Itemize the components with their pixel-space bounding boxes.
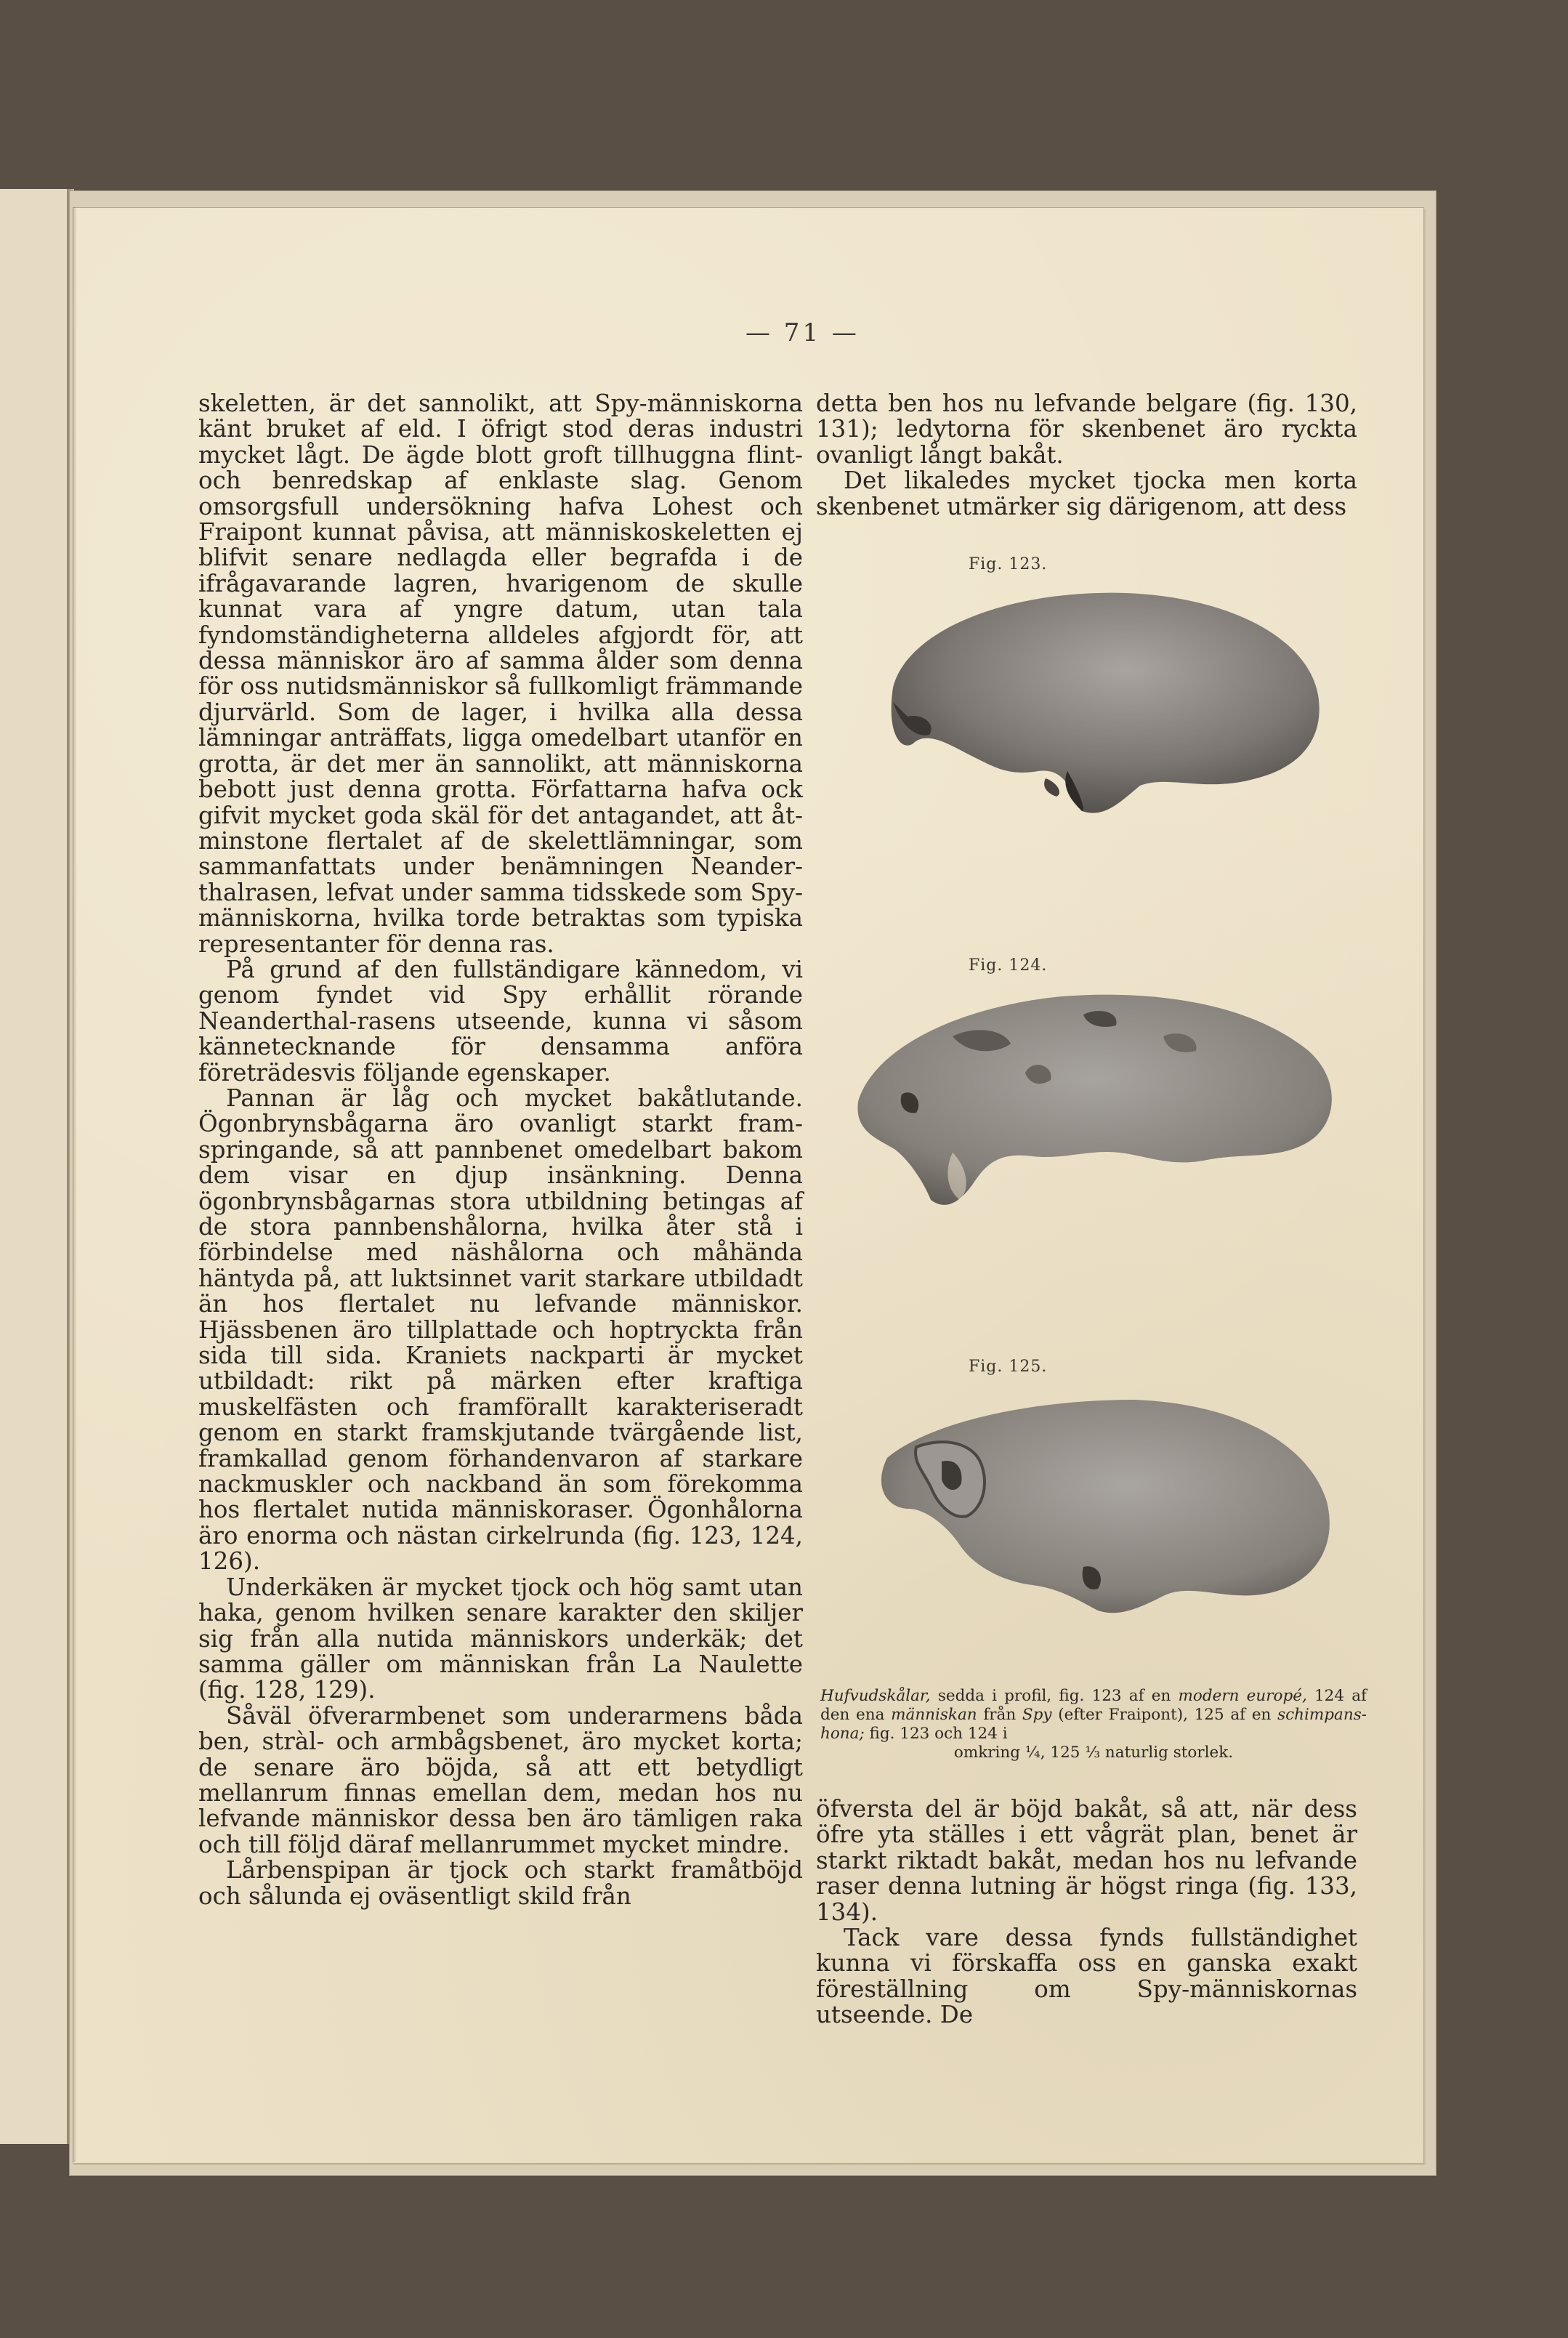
- caption-lead: Hufvudskålar,: [820, 1687, 931, 1705]
- figure-125-label: Fig. 125.: [969, 1358, 1048, 1376]
- caption-part: (efter Fraipont), 125 af en: [1051, 1706, 1278, 1724]
- facing-page: [0, 189, 70, 2144]
- figure-123-label: Fig. 123.: [969, 555, 1048, 573]
- skull-chimpanzee-illustration: [844, 1385, 1352, 1625]
- caption-part: från: [977, 1706, 1022, 1724]
- right-text-column-bottom: [816, 1797, 1357, 2028]
- right-text-column-top: [816, 391, 1357, 520]
- caption-last-line: omkring ¼, 125 ⅓ naturlig storlek.: [953, 1744, 1234, 1762]
- skull-spy-human-illustration: [844, 985, 1345, 1211]
- paragraph: Tack vare dessa fynds fullständighet kunna vi förskaffa oss en ganska exakt föreställning om Spy-människornas utseende. De: [816, 1924, 1357, 2029]
- caption-italic: modern europé,: [1178, 1687, 1307, 1705]
- paragraph: skeletten, är det sannolikt, att Spy-människorna känt bruket af eld. I öfrigt stod deras industri mycket lågt. De ägde blott groft tillhuggna flint- och benredskap af enklaste slag. Genom omsorgsfull undersökning hafva Lohest och Fraipont kunnat påvisa, att människoskeletten ej blifvit senare nedlagda eller begrafda i de ifrågavarande lagren, hvarigenom de skulle kunnat vara af yngre datum, utan tala fyndomständigheterna alldeles afgjordt för, att dessa människor äro af samma ålder som denna för oss nutidsmänniskor så fullkomligt främmande djurvärld. Som de lager, i hvilka alla dessa lämningar anträffats, ligga omedelbart utanför en grotta, är det mer än sannolikt, att människorna bebott just denna grotta. Författarna hafva ock gifvit mycket goda skäl för det antagandet, att åtminstone flertalet af de skelettlämningar, som sammanfattats under benämningen Neanderthalrasen, lefvat under samma tidsskede som Spy-människorna, hvilka torde betraktas som typiska representanter för denna ras.: [198, 390, 803, 958]
- paragraph: detta ben hos nu lefvande belgare (fig. 130, 131); ledytorna för skenbenet äro ryckta ovanligt långt bakåt.: [816, 390, 1357, 469]
- paragraph: Lårbenspipan är tjock och starkt framåtböjd och sålunda ej oväsentligt skild från: [198, 1856, 803, 1910]
- paragraph: På grund af den fullständigare kännedom, vi genom fyndet vid Spy erhållit rörande Neanderthal-rasens utseende, kunna vi såsom kännetecknande för densamma anföra företrädesvis följande egenskaper.: [198, 955, 803, 1087]
- left-text-column: [198, 391, 803, 1909]
- paragraph: öfversta del är böjd bakåt, så att, när dess öfre yta ställes i ett vågrät plan, benet är starkt riktadt bakåt, medan hos nu lefvande raser denna lutning är högst ringa (fig. 133, 134).: [816, 1795, 1357, 1926]
- figure-caption: [820, 1687, 1367, 1762]
- paragraph: Det likaledes mycket tjocka men korta skenbenet utmärker sig därigenom, att dess: [816, 467, 1357, 520]
- caption-part: fig. 123 och 124 i: [864, 1725, 1008, 1743]
- paragraph: Såväl öfverarmbenet som underarmens båda ben, stràl- och armbågsbenet, äro mycket korta; de senare äro böjda, så att ett betydligt mellanrum finnas emellan dem, medan hos nu lefvande människor dessa ben äro tämligen raka och till följd däraf mellanrummet mycket mindre.: [198, 1701, 803, 1858]
- book-page: [73, 207, 1424, 2164]
- caption-part: sedda i profil, fig. 123 af en: [930, 1687, 1179, 1705]
- figure-124-label: Fig. 124.: [969, 956, 1048, 975]
- skull-modern-european-illustration: [864, 586, 1329, 826]
- page-gutter-shadow: [73, 207, 77, 2162]
- page-number: — 71 —: [745, 318, 860, 347]
- paragraph: Pannan är låg och mycket bakåtlutande. Ögonbrynsbågarna äro ovanligt starkt framspringande, så att pannbenet omedelbart bakom dem visar en djup insänkning. Denna ögonbrynsbågarnas stora utbildning betingas af de stora pannbenshålorna, hvilka åter stå i förbindelse med näshålorna och måhända häntyda på, att luktsinnet varit starkare utbildadt än hos flertalet nu lefvande människor. Hjässbenen äro tillplattade och hoptryckta från sida till sida. Kraniets nackparti är mycket utbildadt: rikt på märken efter kraftiga muskelfästen och framförallt karakteriseradt genom en starkt framskjutande tvärgående list, framkallad genom förhandenvaron af starkare nackmuskler och nackband än som förekomma hos flertalet nutida människoraser. Ögonhålorna äro enorma och nästan cirkelrunda (fig. 123, 124, 126).: [198, 1084, 803, 1576]
- paragraph: Underkäken är mycket tjock och hög samt utan haka, genom hvilken senare karakter den skiljer sig från alla nutida människors underkäk; det samma gäller om människan från La Naulette (fig. 128, 129).: [198, 1573, 803, 1704]
- caption-part: 124 af den ena: [820, 1687, 1367, 1724]
- caption-italic: schimpans-hona;: [820, 1706, 1367, 1743]
- caption-italic: människan: [891, 1706, 977, 1724]
- caption-italic: Spy: [1022, 1706, 1052, 1724]
